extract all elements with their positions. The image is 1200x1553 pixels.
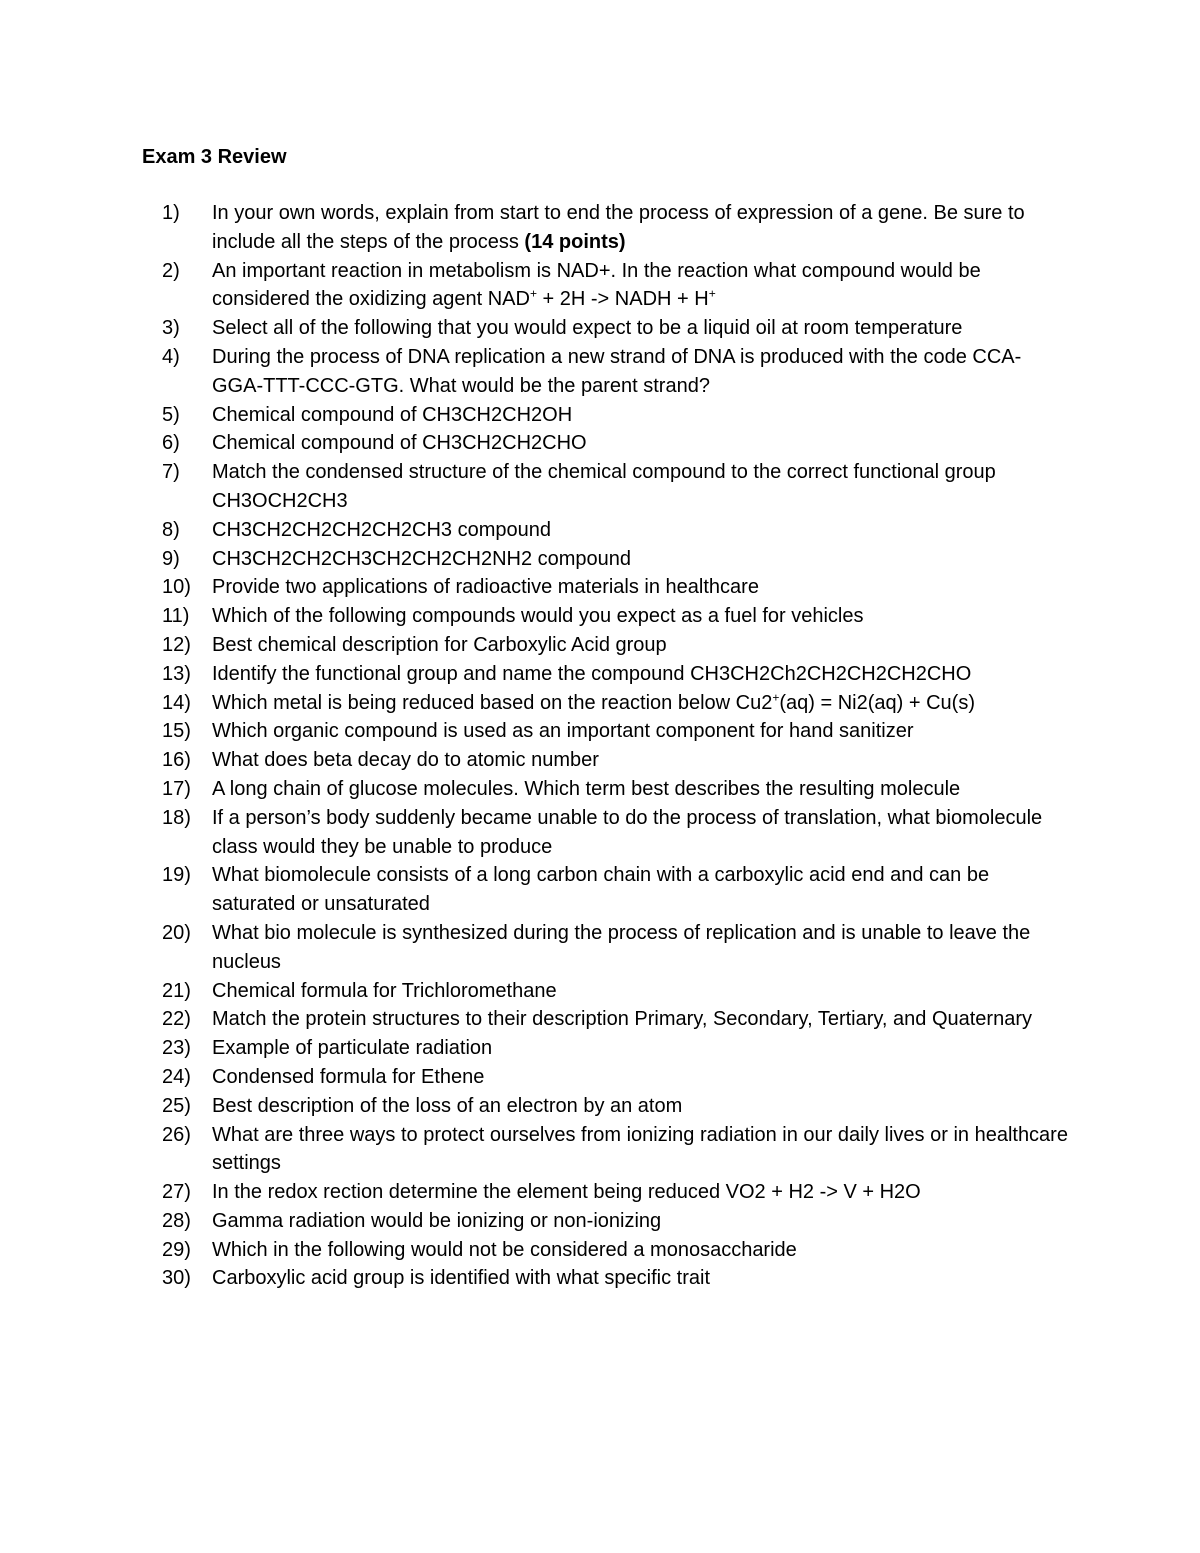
question-item [162, 314, 1072, 343]
question-text: Which metal is being reduced based on the reaction below Cu2 [212, 691, 773, 714]
question-text: Select all of the following that you would expect to be a liquid oil at room temperature [212, 317, 963, 340]
question-item [162, 660, 1072, 689]
question-text: Which in the following would not be considered a monosaccharide [212, 1238, 797, 1261]
question-number: 30) [162, 1267, 191, 1290]
question-item [162, 458, 1072, 516]
question-item [162, 429, 1072, 458]
question-item [162, 1236, 1072, 1265]
question-number: 5) [162, 403, 180, 426]
question-number: 19) [162, 864, 191, 887]
question-text: Match the protein structures to their description Primary, Secondary, Tertiary, and Quaternary [212, 1008, 1032, 1031]
question-item [162, 1264, 1072, 1293]
question-text: If a person’s body suddenly became unable to do the process of translation, what biomolecule class would they be unable to produce [212, 806, 1043, 858]
question-item [162, 1063, 1072, 1092]
question-item [162, 545, 1072, 574]
question-text: Which organic compound is used as an important component for hand sanitizer [212, 720, 914, 743]
question-points: (14 points) [524, 230, 626, 253]
question-number: 29) [162, 1238, 191, 1261]
question-number: 24) [162, 1065, 191, 1088]
question-text: In your own words, explain from start to end the process of expression of a gene. Be sure to include all the steps of the process [212, 202, 1025, 253]
question-number: 1) [162, 202, 180, 224]
question-item [162, 775, 1072, 804]
question-text: What are three ways to protect ourselves from ionizing radiation in our daily lives or in healthcare settings [212, 1123, 1068, 1175]
question-item [162, 199, 1072, 257]
question-item [162, 1092, 1072, 1121]
question-item [162, 573, 1072, 602]
superscript-plus: + [708, 286, 716, 301]
question-text: Chemical compound of CH3CH2CH2CHO [212, 432, 587, 455]
question-item [162, 861, 1072, 919]
question-item [162, 689, 1072, 718]
question-text-continued: + 2H -> NADH + H [536, 288, 709, 311]
question-text: Best description of the loss of an electron by an atom [212, 1094, 683, 1117]
question-text: What bio molecule is synthesized during the process of replication and is unable to leave the nucleus [212, 921, 1031, 973]
question-item [162, 977, 1072, 1006]
question-text: Condensed formula for Ethene [212, 1065, 485, 1088]
question-item [162, 919, 1072, 977]
question-number: 17) [162, 777, 191, 800]
question-number: 28) [162, 1209, 191, 1232]
question-number: 10) [162, 576, 191, 599]
question-number: 8) [162, 518, 180, 541]
question-number: 18) [162, 806, 191, 829]
question-text: CH3CH2CH2CH3CH2CH2CH2NH2 compound [212, 547, 632, 570]
question-item [162, 343, 1072, 401]
question-text: Carboxylic acid group is identified with what specific trait [212, 1267, 710, 1290]
superscript-plus: + [529, 286, 537, 301]
question-number: 20) [162, 921, 191, 944]
question-text-continued: (aq) = Ni2(aq) + Cu(s) [779, 691, 975, 714]
question-number: 14) [162, 691, 191, 714]
question-text: In the redox rection determine the element being reduced VO2 + H2 -> V + H2O [212, 1181, 921, 1204]
question-item [162, 257, 1072, 315]
question-item [162, 1005, 1072, 1034]
question-item [162, 631, 1072, 660]
question-text: Gamma radiation would be ionizing or non-ionizing [212, 1209, 662, 1232]
question-text: Chemical formula for Trichloromethane [212, 979, 557, 1002]
question-number: 13) [162, 662, 191, 685]
question-number: 11) [162, 605, 190, 628]
question-item [162, 516, 1072, 545]
question-number: 21) [162, 979, 191, 1002]
question-item [162, 1178, 1072, 1207]
question-item [162, 804, 1072, 862]
question-number: 6) [162, 432, 180, 455]
question-number: 4) [162, 345, 180, 368]
question-text: What does beta decay do to atomic number [212, 749, 599, 772]
question-item [162, 1121, 1072, 1179]
question-number: 27) [162, 1181, 191, 1204]
question-item [162, 717, 1072, 746]
question-item [162, 401, 1072, 430]
question-text: CH3CH2CH2CH2CH2CH3 compound [212, 518, 552, 541]
question-number: 7) [162, 461, 180, 484]
question-item [162, 746, 1072, 775]
question-text: Which of the following compounds would you expect as a fuel for vehicles [212, 605, 864, 628]
question-number: 16) [162, 749, 191, 772]
question-text: During the process of DNA replication a new strand of DNA is produced with the code CCA-GGA-TTT-CCC-GTG. What would be the parent strand? [212, 345, 1022, 397]
question-text: Identify the functional group and name the compound CH3CH2Ch2CH2CH2CH2CHO [212, 662, 972, 685]
question-number: 3) [162, 317, 180, 340]
question-text: Provide two applications of radioactive materials in healthcare [212, 576, 759, 599]
question-item [162, 602, 1072, 631]
question-item [162, 1207, 1072, 1236]
question-text: Best chemical description for Carboxylic Acid group [212, 633, 667, 656]
question-number: 15) [162, 720, 191, 743]
question-text: What biomolecule consists of a long carbon chain with a carboxylic acid end and can be saturated or unsaturated [212, 864, 990, 916]
question-text: Example of particulate radiation [212, 1037, 493, 1060]
question-text: Chemical compound of CH3CH2CH2OH [212, 403, 573, 426]
question-number: 12) [162, 633, 191, 656]
question-list [162, 199, 1072, 1293]
question-number: 25) [162, 1094, 191, 1117]
question-number: 22) [162, 1008, 191, 1031]
question-text: A long chain of glucose molecules. Which term best describes the resulting molecule [212, 777, 961, 800]
superscript-plus: + [772, 689, 780, 704]
question-number: 23) [162, 1037, 191, 1060]
question-number: 2) [162, 259, 180, 282]
document-title: Exam 3 Review [142, 146, 287, 168]
question-text: Match the condensed structure of the chemical compound to the correct functional group CH3OCH2CH3 [212, 461, 996, 512]
question-item [162, 1034, 1072, 1063]
question-number: 9) [162, 547, 180, 570]
question-text: An important reaction in metabolism is NAD+. In the reaction what compound would be considered the oxidizing agent NAD [212, 259, 981, 311]
question-number: 26) [162, 1123, 191, 1146]
